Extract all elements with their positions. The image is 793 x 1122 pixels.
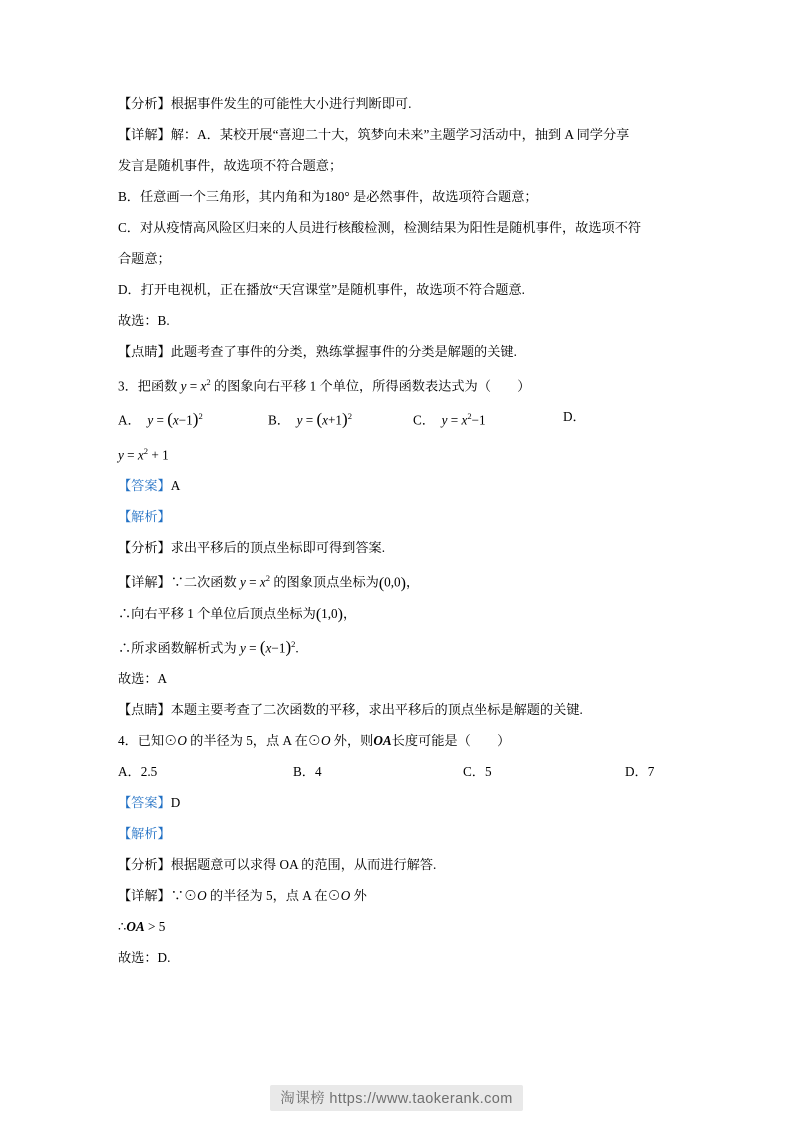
question-3-stem-post: 的图象向右平移 1 个单位，所得函数表达式为（ ）	[210, 378, 531, 394]
question-4-detail-2: ∴OA > 5	[118, 918, 166, 934]
q4-detail-prefix: 【详解】	[118, 887, 171, 903]
option-a-label: A．	[118, 412, 141, 428]
q4-option-a-value: 2.5	[140, 763, 158, 779]
math-circle-o-2: O	[320, 732, 331, 748]
q4-option-b-label: B．	[293, 763, 315, 779]
detail-prefix: 【详解】	[118, 574, 171, 590]
question-3-options	[118, 401, 680, 435]
question-3-number: 3．	[118, 378, 138, 394]
question-4-choose: 故选：D.	[118, 949, 171, 965]
q4-option-a-label: A．	[118, 763, 141, 779]
option-c-label: C．	[413, 412, 435, 428]
q4-analysis-tag: 【解析】	[118, 825, 171, 841]
question-3-detail-3: ∴所求函数解析式为 $y = (x-1)^2$.	[118, 636, 299, 656]
paragraph-option-b: B．任意画一个三角形，其内角和为180° 是必然事件，故选项符合题意；	[118, 189, 538, 204]
math-circle-o: O	[177, 732, 187, 748]
paragraph-option-c-b: 合题意；	[118, 251, 171, 266]
watermark	[0, 1085, 793, 1111]
q4-answer-value: D	[170, 794, 181, 810]
question-3-choose: 故选：A	[118, 670, 168, 686]
paragraph-detail-1b: 发言是随机事件，故选项不符合题意；	[118, 158, 343, 173]
q4-option-b-value: 4	[314, 763, 322, 779]
question-3-option-d-math: $y = x^2 + 1$	[118, 445, 169, 463]
question-4-answer	[118, 787, 680, 818]
analysis-tag: 【解析】	[118, 509, 171, 525]
math-oa: OA	[373, 732, 392, 748]
question-3-summary: 【点睛】本题主要考查了二次函数的平移，求出平移后的顶点坐标是解题的关键.	[118, 701, 583, 717]
q4-option-b[interactable]	[293, 756, 463, 787]
q4-option-c[interactable]	[463, 756, 625, 787]
document-body	[118, 88, 680, 973]
question-4-stem-mid: 的半径为 5，点 A 在⊙	[186, 732, 321, 748]
question-3-answer	[118, 470, 680, 501]
q4-option-a[interactable]	[118, 756, 293, 787]
question-3-detail-2: ∴向右平移 1 个单位后顶点坐标为(1,0)，	[118, 605, 357, 623]
math-x: x	[200, 378, 207, 394]
question-3-analysis-tag	[118, 501, 680, 532]
question-3-analyze: 【分析】求出平移后的顶点坐标即可得到答案.	[118, 540, 386, 556]
option-b[interactable]: B． $y = (x+1)^2$	[268, 409, 352, 429]
paragraph-choose-1: 故选：B.	[118, 313, 170, 328]
option-a[interactable]: A． $y = (x-1)^2$	[118, 409, 203, 429]
question-4-detail-1: 【详解】∵⊙O 的半径为 5，点 A 在⊙O 外	[118, 887, 367, 903]
q4-option-d[interactable]	[625, 756, 654, 787]
q4-option-c-label: C．	[463, 763, 485, 779]
question-4-stem-end: 长度可能是（ ）	[391, 732, 511, 748]
question-4-analyze: 【分析】根据题意可以求得 OA 的范围，从而进行解答.	[118, 856, 437, 872]
option-b-label: B．	[268, 412, 290, 428]
question-4-options	[118, 756, 680, 787]
question-4-stem	[118, 725, 680, 756]
paragraph-detail-1a: 【详解】解：A．某校开展“喜迎二十大，筑梦向未来”主题学习活动中，抽到 A 同学分享	[118, 127, 630, 142]
paragraph-analysis-1: 【分析】根据事件发生的可能性大小进行判断即可.	[118, 96, 412, 111]
answer-tag: 【答案】	[118, 478, 171, 494]
math-exponent-2: 2	[206, 377, 211, 387]
paragraph-option-d: D．打开电视机，正在播放“天宫课堂”是随机事件，故选项不符合题意.	[118, 282, 525, 297]
answer-value: A	[170, 478, 181, 494]
question-4-number: 4．	[118, 732, 138, 748]
paragraph-summary-1: 【点睛】此题考查了事件的分类，熟练掌握事件的分类是解题的关键.	[118, 344, 517, 359]
question-3-detail-1: 【详解】∵二次函数 $y = x^2$ 的图象顶点坐标为(0,0)，	[118, 573, 420, 592]
q4-option-d-label: D．	[625, 763, 648, 779]
q4-answer-tag: 【答案】	[118, 794, 171, 810]
question-3-stem-pre: 把函数	[137, 378, 181, 394]
q4-option-c-value: 5	[484, 763, 492, 779]
option-d-label: D．	[563, 409, 586, 425]
question-3-stem: 3．把函数 $y = x^2$ 的图象向右平移 1 个单位，所得函数表达式为（ ）	[118, 377, 531, 394]
option-c[interactable]: C． $y = x^2-1$	[413, 411, 486, 428]
question-4-stem-post: 外，则	[330, 732, 374, 748]
watermark-text: 淘课榜 https://www.taokerank.com	[270, 1085, 522, 1111]
paragraph-option-c-a: C．对从疫情高风险区归来的人员进行核酸检测，检测结果为阳性是随机事件，故选项不符	[118, 220, 642, 235]
question-4-analysis-tag	[118, 818, 680, 849]
question-4-stem-pre: 已知⊙	[137, 732, 178, 748]
option-d[interactable]	[563, 401, 586, 435]
math-y: y	[180, 378, 187, 394]
q4-option-d-value: 7	[647, 763, 655, 779]
